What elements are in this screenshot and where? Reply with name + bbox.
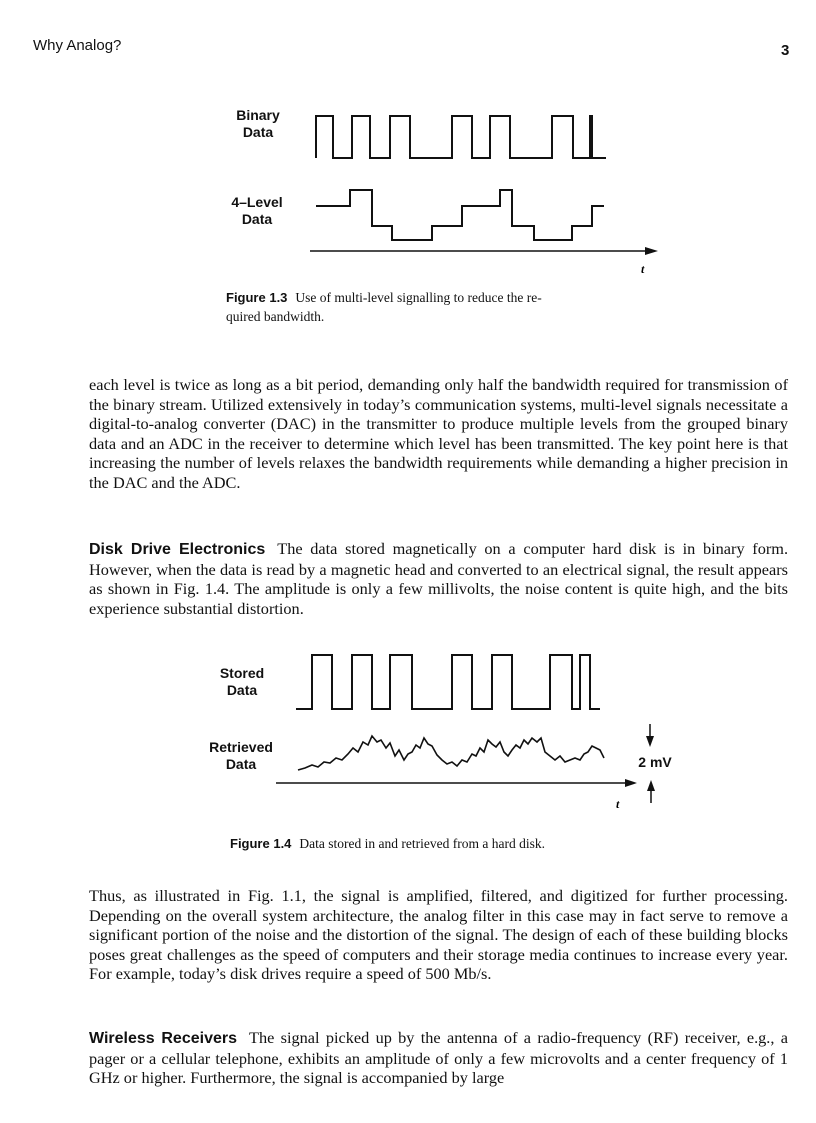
section-heading-disk-drive: Disk Drive Electronics: [89, 541, 266, 558]
four-level-data-label: 4–Level Data: [231, 194, 283, 227]
figure-1-4-number: Figure 1.4: [230, 836, 292, 851]
four-level-data-waveform: [316, 190, 604, 240]
section-heading-wireless: Wireless Receivers: [89, 1030, 237, 1047]
page-number: 3: [781, 42, 790, 59]
binary-data-waveform: [316, 116, 606, 158]
running-head: Why Analog?: [33, 37, 122, 54]
figure-1-3-number: Figure 1.3: [226, 290, 288, 305]
stored-data-waveform: [296, 655, 600, 709]
figure-1-4-axis-label: t: [616, 797, 620, 811]
paragraph-thus: Thus, as illustrated in Fig. 1.1, the signal is amplified, filtered, and digitized for further processing. Depending on the overall system architecture, the analog filter in this case may in fact serve to remove a significant portion of the noise and the distortion of the signal. The design of each of these building blocks poses great challenges as the speed of computers and their storage media continues to increase every year. For example, today’s disk drives require a speed of 500 Mb/s.: [89, 886, 788, 984]
figure-1-3-caption: Figure 1.3 Use of multi-level signalling to reduce the re- quired bandwidth.: [226, 290, 542, 324]
figure-1-3-axis-label: t: [641, 262, 645, 276]
figure-1-4-caption: Figure 1.4 Data stored in and retrieved from a hard disk.: [230, 836, 545, 851]
binary-data-label: Binary Data: [236, 107, 280, 140]
paragraph-multilevel: each level is twice as long as a bit period, demanding only half the bandwidth required for transmission of the binary stream. Utilized extensively in today’s communication systems, multi-level signals necessitate a digital-to-analog converter (DAC) in the transmitter to produce multiple levels from the grouped binary data and an ADC in the receiver to determine which level has been transmitted. The key point here is that increasing the number of levels relaxes the bandwidth requirements while demanding a higher precision in the DAC and the ADC.: [89, 375, 788, 492]
amplitude-label: 2 mV: [638, 754, 672, 770]
paragraph-wireless: Wireless Receivers The signal picked up by the antenna of a radio-frequency (RF) receiver, e.g., a pager or a cellular telephone, exhibits an amplitude of only a few microvolts and a center frequency of 1 GHz or higher. Furthermore, the signal is accompanied by large: [89, 1028, 788, 1088]
retrieved-data-label: Retrieved Data: [209, 739, 273, 772]
paragraph-disk-drive: Disk Drive Electronics The data stored magnetically on a computer hard disk is in binary form. However, when the data is read by a magnetic head and converted to an electrical signal, the result appears as shown in Fig. 1.4. The amplitude is only a few millivolts, the noise content is quite high, and the bits experience substantial distortion.: [89, 539, 789, 618]
stored-data-label: Stored Data: [219, 665, 265, 698]
retrieved-data-waveform: [298, 736, 604, 770]
